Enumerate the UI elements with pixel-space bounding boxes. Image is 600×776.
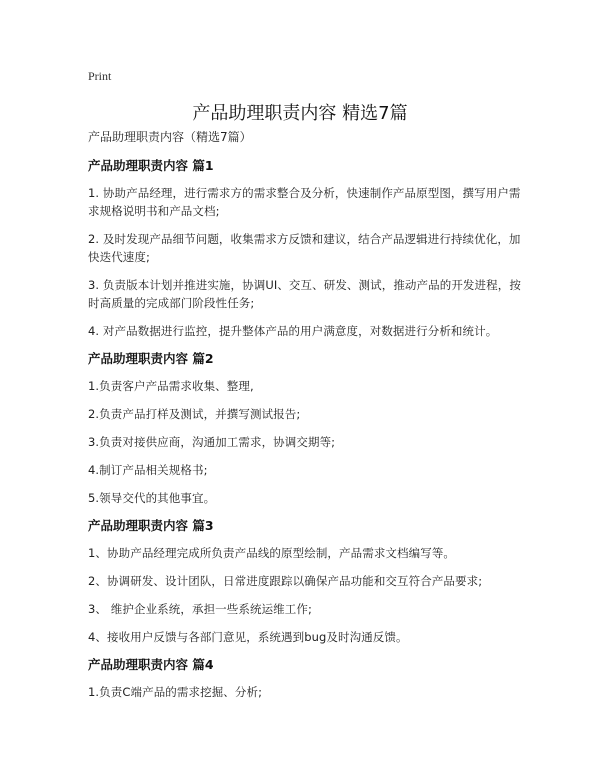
page-title: 产品助理职责内容 精选7篇	[192, 103, 408, 124]
print-label[interactable]: Print	[88, 69, 112, 83]
paragraph: 1.负责客户产品需求收集、整理,	[88, 379, 254, 393]
paragraph: 5.领导交代的其他事宜。	[88, 491, 216, 505]
paragraph: 1、协助产品经理完成所负责产品线的原型绘制，产品需求文档编写等。	[88, 546, 456, 560]
section-3	[88, 517, 528, 646]
paragraph: 2、协调研发、设计团队，日常进度跟踪以确保产品功能和交互符合产品要求;	[88, 574, 483, 588]
paragraph: 4.制订产品相关规格书;	[88, 463, 208, 477]
section-2	[88, 350, 528, 507]
section-1	[88, 157, 528, 340]
document-body	[88, 128, 528, 711]
paragraph: 3.负责对接供应商，沟通加工需求，协调交期等;	[88, 435, 336, 449]
paragraph: 3、 维护企业系统，承担一些系统运维工作;	[88, 602, 312, 616]
paragraph: 4. 对产品数据进行监控，提升整体产品的用户满意度，对数据进行分析和统计。	[88, 324, 498, 338]
section-heading: 产品助理职责内容 篇2	[88, 351, 214, 366]
paragraph: 2. 及时发现产品细节问题，收集需求方反馈和建议，结合产品逻辑进行持续优化，加快迭代速度;	[88, 232, 521, 264]
document-subtitle: 产品助理职责内容（精选7篇）	[88, 130, 252, 144]
paragraph: 2.负责产品打样及测试，并撰写测试报告;	[88, 407, 301, 421]
paragraph: 1. 协助产品经理，进行需求方的需求整合及分析，快速制作产品原型图，撰写用户需求规格说明书和产品文档;	[88, 186, 521, 218]
paragraph: 3. 负责版本计划并推进实施，协调UI、交互、研发、测试，推动产品的开发进程，按时高质量的完成部门阶段性任务;	[88, 278, 521, 310]
section-heading: 产品助理职责内容 篇3	[88, 518, 214, 533]
paragraph: 1.负责C端产品的需求挖掘、分析;	[88, 685, 263, 699]
paragraph: 4、接收用户反馈与各部门意见，系统遇到bug及时沟通反馈。	[88, 630, 408, 644]
section-4	[88, 656, 528, 701]
section-heading: 产品助理职责内容 篇4	[88, 657, 214, 672]
section-heading: 产品助理职责内容 篇1	[88, 158, 214, 173]
